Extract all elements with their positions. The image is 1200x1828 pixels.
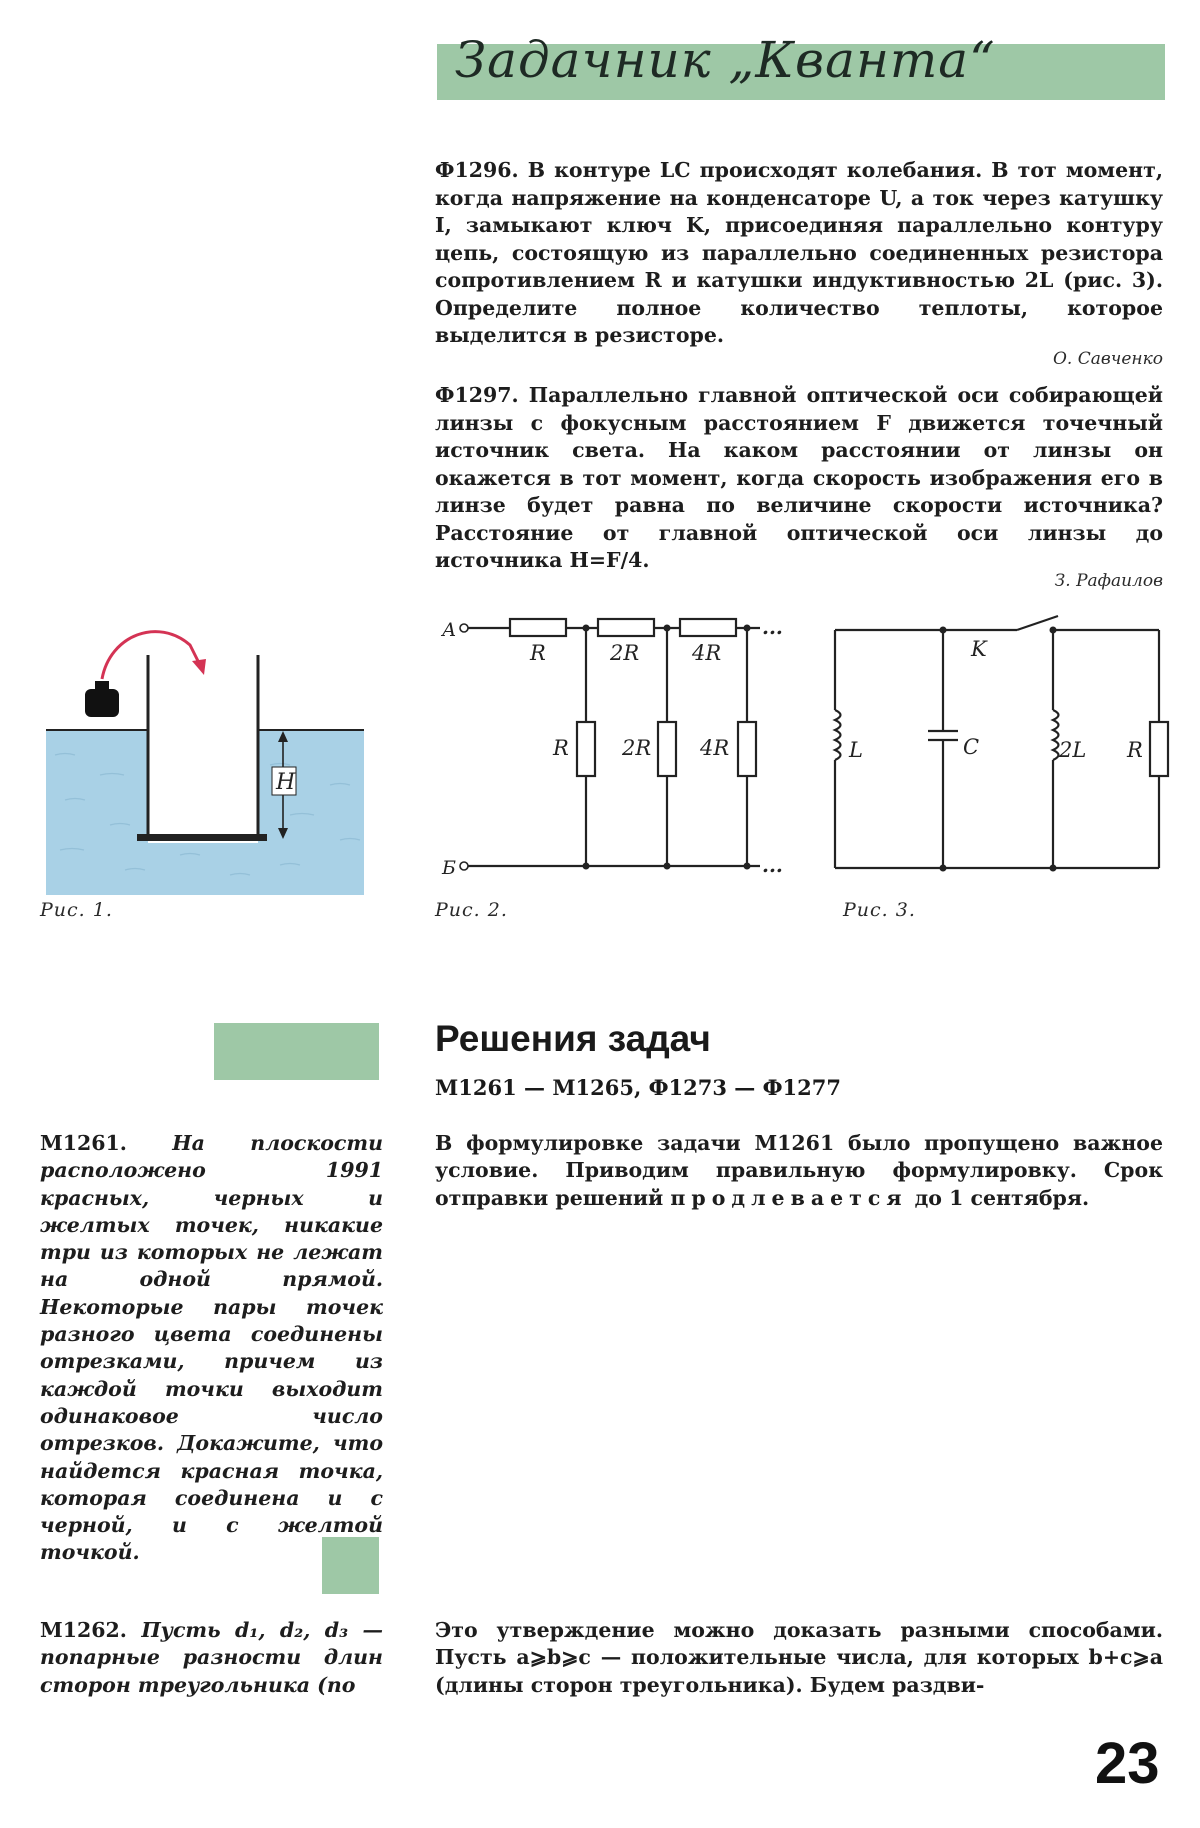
green-block — [214, 1023, 379, 1080]
node — [744, 625, 751, 632]
label-series-4r: 4R — [692, 641, 722, 665]
resistor-series-4r — [680, 619, 736, 636]
label-shunt-r: R — [553, 736, 569, 760]
label-shunt-2r: 2R — [622, 736, 652, 760]
problem-id: М1261. — [40, 1131, 127, 1155]
problem-text: Параллельно главной оптической оси собирающей линзы с фокусным расстоянием F движется точечный источник света. На каком расстоянии от линзы он окажется в тот момент, когда скорость изображения его в линзе будет равна по величине скорости источника? Расстояние от главной оптической оси линзы до источника H=F/4. — [435, 383, 1163, 572]
figure-2 — [440, 612, 810, 882]
node — [1050, 865, 1057, 872]
problem-m1262 — [40, 1617, 383, 1699]
label-b: Б — [442, 857, 456, 879]
section-subtitle: М1261 — М1265, Ф1273 — Ф1277 — [435, 1075, 841, 1100]
label-2l: 2L — [1059, 738, 1087, 762]
header-title: Задачник „Кванта“ — [455, 31, 996, 89]
label-k: K — [971, 637, 987, 661]
label-c: C — [963, 735, 980, 759]
problem-m1261 — [40, 1130, 383, 1567]
problem-author: О. Савченко — [1052, 349, 1163, 369]
label-l: L — [849, 738, 863, 762]
node — [744, 863, 751, 870]
coil-l — [835, 710, 841, 760]
page-number: 23 — [1095, 1731, 1160, 1796]
coil-2l — [1053, 710, 1059, 760]
intro-emphasis: продлевается — [670, 1185, 908, 1210]
node — [664, 625, 671, 632]
resistor-r — [1150, 722, 1168, 776]
problem-text: На плоскости расположено 1991 красных, черных и желтых точек, никакие три из которых не лежат на одной прямой. Некоторые пары точек разного цвета соединены отрезками, причем из каждой точки выходит одинаковое число отрезков. Докажите, что найдется красная точка, которая соединена и с черной, и с желтой точкой. — [40, 1131, 384, 1565]
label-series-2r: 2R — [610, 641, 640, 665]
resistor-shunt-2r — [658, 722, 676, 776]
problem-id: М1262. — [40, 1618, 127, 1642]
resistor-shunt-r — [577, 722, 595, 776]
terminal-a — [460, 624, 468, 632]
intro-text-end: до 1 сентября. — [914, 1185, 1090, 1210]
height-label: H — [276, 770, 296, 795]
label-shunt-4r: 4R — [700, 736, 730, 760]
problem-id: Ф1297. — [435, 383, 519, 407]
resistor-series-2r — [598, 619, 654, 636]
figure-3 — [825, 612, 1175, 882]
problem-f1297 — [435, 382, 1163, 575]
node — [583, 863, 590, 870]
figure-1-caption: Рис. 1. — [40, 899, 113, 921]
solutions-intro — [435, 1130, 1163, 1212]
vessel-bottom — [137, 834, 267, 841]
ellipsis-top: ... — [762, 615, 783, 639]
problem-author: З. Рафаилов — [1054, 571, 1163, 591]
weight — [85, 689, 119, 717]
figure-2-caption: Рис. 2. — [435, 899, 508, 921]
figure-3-caption: Рис. 3. — [843, 899, 916, 921]
node — [1050, 627, 1057, 634]
vessel-interior — [148, 655, 258, 843]
node — [664, 863, 671, 870]
problem-id: Ф1296. — [435, 158, 519, 182]
terminal-b — [460, 862, 468, 870]
problem-text: В контуре LC происходят колебания. В тот момент, когда напряжение на конденсаторе U, а ток через катушку I, замыкают ключ K, присоединяя параллельно контуру цепь, состоящую из параллельно соединенных резистора сопротивлением R и катушки индуктивностью 2L (рис. 3). Определите полное количество теплоты, которое выделится в резисторе. — [435, 158, 1163, 347]
node — [583, 625, 590, 632]
green-block-small — [322, 1537, 379, 1594]
problem-text: Пусть d₁, d₂, d₃ — попарные разности длин сторон треугольника (по — [40, 1618, 383, 1697]
resistor-series-r — [510, 619, 566, 636]
ellipsis-bottom: ... — [762, 853, 783, 877]
label-series-r: R — [530, 641, 546, 665]
resistor-shunt-4r — [738, 722, 756, 776]
node — [940, 627, 947, 634]
label-a: А — [442, 619, 457, 641]
node — [940, 865, 947, 872]
solution-m1262: Это утверждение можно доказать разными способами. Пусть a⩾b⩾c — положительные числа, для которых b+c⩾a (длины сторон треугольника). Будем раздви- — [435, 1618, 1163, 1697]
problem-f1296 — [435, 157, 1163, 350]
section-title: Решения задач — [435, 1018, 711, 1059]
weight-knob — [95, 681, 109, 690]
label-r: R — [1127, 738, 1143, 762]
intro-text: В формулировке задачи М1261 было пропущено важное условие. Приводим правильную формулировку. Срок отправки решений — [435, 1131, 1163, 1210]
figure-1 — [40, 625, 370, 895]
